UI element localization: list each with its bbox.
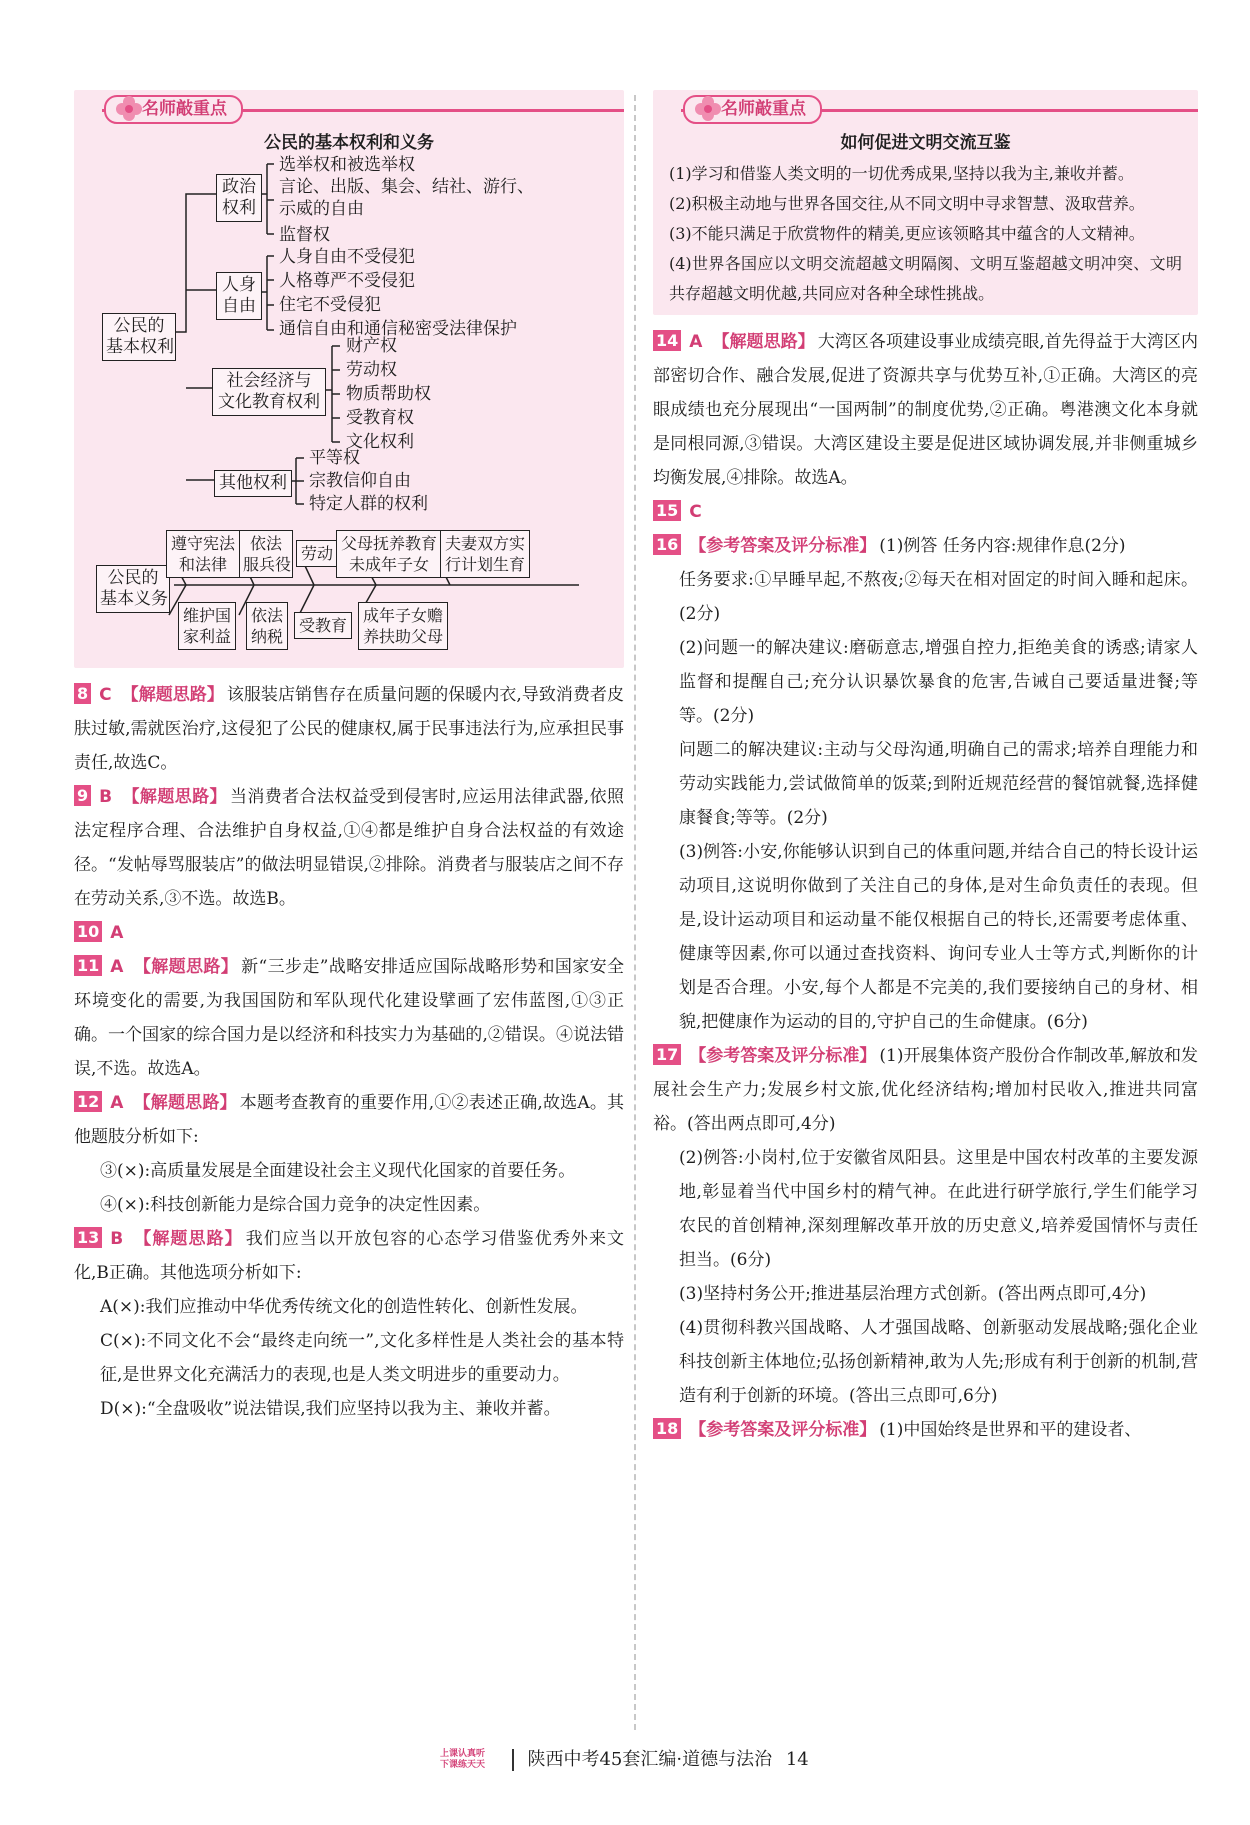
key-points-tag <box>683 95 822 124</box>
explanation-line: (4)贯彻科教兴国战略、人才强国战略、创新驱动发展战略;强化企业科技创新主体地位;弘扬创新精神,敢为人先;形成有利于创新的机制,营造有利于创新的环境。(答出三点即可,6分) <box>679 1318 1198 1406</box>
answer-choice: C <box>689 502 702 522</box>
flower-icon <box>693 94 723 124</box>
right-item: 财产权 <box>346 336 397 356</box>
key-points-box-rights <box>74 90 624 668</box>
answer-entry-8 <box>74 678 624 780</box>
group-node-other: 其他权利 <box>214 470 292 497</box>
duty-node: 依法 服兵役 <box>239 530 293 578</box>
explanation-text: 大湾区各项建设事业成绩亮眼,首先得益于大湾区内部密切合作、融合发展,促进了资源共享与优势互补,①正确。大湾区的亮眼成绩也充分展现出“一国两制”的制度优势,②正确。粤港澳文化本身就是同根同源,③错误。大湾区建设主要是促进区域协调发展,并非侧重城乡均衡发展,④排除。故选A。 <box>653 332 1198 488</box>
duty-node: 受教育 <box>294 612 352 639</box>
explanation-line: 问题二的解决建议:主动与父母沟通,明确自己的需求;培养自理能力和劳动实践能力,尝试做简单的饭菜;到附近规范经营的餐馆就餐,选择健康餐食;等等。(2分) <box>679 740 1198 828</box>
explanation-label: 【解题思路】 <box>122 787 227 807</box>
key-points-tag <box>104 95 243 124</box>
question-number: 13 <box>74 1227 102 1248</box>
explanation-line: ④(×):科技创新能力是综合国力竞争的决定性因素。 <box>100 1195 491 1215</box>
left-answer-list <box>74 678 624 1426</box>
answer-entry-14 <box>653 325 1198 495</box>
answer-entry-9 <box>74 780 624 916</box>
explanation-text: (1)中国始终是世界和平的建设者、 <box>879 1420 1142 1440</box>
question-number: 12 <box>74 1091 102 1112</box>
footer-separator <box>512 1749 514 1771</box>
box-header <box>653 90 1198 124</box>
answer-entry-12 <box>74 1086 624 1154</box>
box-title: 公民的基本权利和义务 <box>264 133 434 153</box>
right-item: 受教育权 <box>346 408 414 428</box>
question-number: 16 <box>653 534 681 555</box>
right-item: 监督权 <box>279 225 330 245</box>
explanation-line: (3)坚持村务公开;推进基层治理方式创新。(答出两点即可,4分) <box>679 1284 1147 1304</box>
question-number: 14 <box>653 330 681 351</box>
civilization-points <box>653 159 1198 309</box>
series-title: 陕西中考45套汇编·道德与法治 <box>527 1749 773 1770</box>
explanation-line: C(×):不同文化不会“最终走向统一”,文化多样性是人类社会的基本特征,是世界文化充满活力的表现,也是人类文明进步的重要动力。 <box>100 1331 624 1385</box>
right-item: 平等权 <box>309 448 360 468</box>
rights-duties-mindmap <box>74 155 624 665</box>
question-number: 18 <box>653 1418 681 1439</box>
explanation-text: (1)开展集体资产股份合作制改革,解放和发展社会生产力;发展乡村文旅,优化经济结构;增加村民收入,推进共同富裕。(答出两点即可,4分) <box>653 1046 1199 1134</box>
answer-entry-15 <box>653 495 1198 529</box>
explanation-line: D(×):“全盘吸收”说法错误,我们应坚持以我为主、兼收并蓄。 <box>100 1399 561 1419</box>
box-header <box>74 90 624 124</box>
duties-root-node: 公民的 基本义务 <box>96 565 170 613</box>
duty-node: 维护国 家利益 <box>178 602 236 650</box>
key-point: (4)世界各国应以文明交流超越文明隔阂、文明互鉴超越文明冲突、文明共存超越文明优越,共同应对各种全球性挑战。 <box>669 254 1182 303</box>
right-item: 特定人群的权利 <box>309 494 428 514</box>
answer-choice: A <box>110 1093 124 1113</box>
right-item: 宗教信仰自由 <box>309 471 411 491</box>
right-item: 文化权利 <box>346 432 414 452</box>
logo-text-bottom: 下课练天天 <box>440 1760 486 1770</box>
explanation-label: 【解题思路】 <box>133 957 239 977</box>
page-number: 14 <box>785 1749 809 1770</box>
explanation-label: 【解题思路】 <box>712 332 815 352</box>
explanation-text: (1)例答 任务内容:规律作息(2分) <box>879 536 1126 556</box>
explanation-line: 任务要求:①早睡早起,不熬夜;②每天在相对固定的时间入睡和起床。(2分) <box>679 570 1198 624</box>
answer-entry-10 <box>74 916 624 950</box>
answer-choice: A <box>110 923 124 943</box>
question-number: 9 <box>74 785 91 806</box>
explanation-label: 【参考答案及评分标准】 <box>689 536 877 556</box>
right-item: 劳动权 <box>346 360 397 380</box>
explanation-text: 当消费者合法权益受到侵害时,应运用法律武器,依照法定程序合理、合法维护自身权益,①④都是维护自身合法权益的有效途径。“发帖辱骂服装店”的做法明显错误,②排除。消费者与服装店之间不存在劳动关系,③不选。故选B。 <box>74 787 625 909</box>
rights-root-node: 公民的 基本权利 <box>102 313 176 361</box>
right-item: 通信自由和通信秘密受法律保护 <box>279 319 517 339</box>
explanation-line: (2)例答:小岗村,位于安徽省凤阳县。这里是中国农村改革的主要发源地,彰显着当代中国乡村的精气神。在此进行研学旅行,学生们能学习农民的首创精神,深刻理解改革开放的历史意义,培养爱国情怀与责任担当。(6分) <box>679 1148 1198 1270</box>
explanation-text: 我们应当以开放包容的心态学习借鉴优秀外来文化,B正确。其他选项分析如下: <box>74 1229 625 1283</box>
duty-node: 劳动 <box>296 540 338 567</box>
duty-node: 父母抚养教育 未成年子女 <box>336 530 442 578</box>
question-number: 17 <box>653 1044 681 1065</box>
right-item: 人身自由不受侵犯 <box>279 247 415 267</box>
explanation-line: A(×):我们应推动中华优秀传统文化的创造性转化、创新性发展。 <box>100 1297 588 1317</box>
right-item: 言论、出版、集会、结社、游行、 示威的自由 <box>279 177 534 219</box>
right-answer-list <box>653 325 1198 1447</box>
explanation-text: 该服装店销售存在质量问题的保暖内衣,导致消费者皮肤过敏,需就医治疗,这侵犯了公民的健康权,属于民事违法行为,应承担民事责任,故选C。 <box>74 685 625 773</box>
explanation-label: 【解题思路】 <box>133 1093 237 1113</box>
group-node-political: 政治 权利 <box>216 174 262 222</box>
duty-node: 夫妻双方实 行计划生育 <box>440 530 530 578</box>
flower-icon <box>114 94 144 124</box>
answer-entry-16 <box>653 529 1198 563</box>
answer-entry-18 <box>653 1413 1198 1447</box>
right-item: 选举权和被选举权 <box>279 155 415 175</box>
answer-entry-13 <box>74 1222 624 1290</box>
explanation-text: 新“三步走”战略安排适应国际战略形势和国家安全环境变化的需要,为我国国防和军队现代化建设擘画了宏伟蓝图,①③正确。一个国家的综合国力是以经济和科技实力为基础的,②错误。④说法错误,不选。故选A。 <box>74 957 624 1079</box>
duty-node: 遵守宪法 和法律 <box>166 530 240 578</box>
explanation-line: (3)例答:小安,你能够认识到自己的体重问题,并结合自己的特长设计运动项目,这说明你做到了关注自己的身体,是对生命负责任的表现。但是,设计运动项目和运动量不能仅根据自己的特长,还需要考虑体重、健康等因素,你可以通过查找资料、询问专业人士等方式,判断你的计划是否合理。小安,每个人都是不完美的,我们要接纳自己的身材、相貌,把健康作为运动的目的,守护自己的生命健康。(6分) <box>679 842 1198 1032</box>
answer-choice: C <box>99 685 112 705</box>
explanation-label: 【参考答案及评分标准】 <box>689 1046 877 1066</box>
explanation-line: (2)问题一的解决建议:磨砺意志,增强自控力,拒绝美食的诱惑;请家人监督和提醒自己;充分认识暴饮暴食的危害,告诫自己要适量进餐;等等。(2分) <box>679 638 1198 726</box>
tag-label: 名师敲重点 <box>721 99 806 119</box>
right-column <box>653 90 1198 1447</box>
question-number: 11 <box>74 955 102 976</box>
footer-logo <box>440 1749 498 1771</box>
duty-node: 成年子女赡 养扶助父母 <box>358 602 448 650</box>
duty-node: 依法 纳税 <box>246 602 288 650</box>
key-point: (3)不能只满足于欣赏物件的精美,更应该领略其中蕴含的人文精神。 <box>669 224 1145 243</box>
right-item: 住宅不受侵犯 <box>279 295 381 315</box>
right-item: 物质帮助权 <box>346 384 431 404</box>
answer-entry-17 <box>653 1039 1198 1141</box>
page-footer <box>440 1745 840 1775</box>
logo-text-top: 上课认真听 <box>440 1749 486 1759</box>
column-divider <box>634 95 636 1730</box>
group-node-personal: 人身 自由 <box>216 272 262 320</box>
explanation-label: 【解题思路】 <box>121 685 224 705</box>
question-number: 8 <box>74 683 91 704</box>
right-item: 人格尊严不受侵犯 <box>279 271 415 291</box>
explanation-label: 【参考答案及评分标准】 <box>689 1420 877 1440</box>
left-column <box>74 90 624 1426</box>
answer-choice: B <box>110 1229 124 1249</box>
key-points-box-civilization <box>653 90 1198 315</box>
question-number: 10 <box>74 921 102 942</box>
tag-label: 名师敲重点 <box>142 99 227 119</box>
answer-entry-11 <box>74 950 624 1086</box>
key-point: (2)积极主动地与世界各国交往,从不同文明中寻求智慧、汲取营养。 <box>669 194 1145 213</box>
question-number: 15 <box>653 500 681 521</box>
answer-choice: A <box>110 957 124 977</box>
explanation-line: ③(×):高质量发展是全面建设社会主义现代化国家的首要任务。 <box>100 1161 576 1181</box>
explanation-label: 【解题思路】 <box>133 1229 243 1249</box>
explanation-text: 本题考查教育的重要作用,①②表述正确,故选A。其他题肢分析如下: <box>74 1093 624 1147</box>
group-node-social: 社会经济与 文化教育权利 <box>212 368 326 416</box>
box-title: 如何促进文明交流互鉴 <box>840 133 1011 153</box>
answer-choice: B <box>99 787 113 807</box>
key-point: (1)学习和借鉴人类文明的一切优秀成果,坚持以我为主,兼收并蓄。 <box>669 164 1134 183</box>
answer-choice: A <box>689 332 703 352</box>
